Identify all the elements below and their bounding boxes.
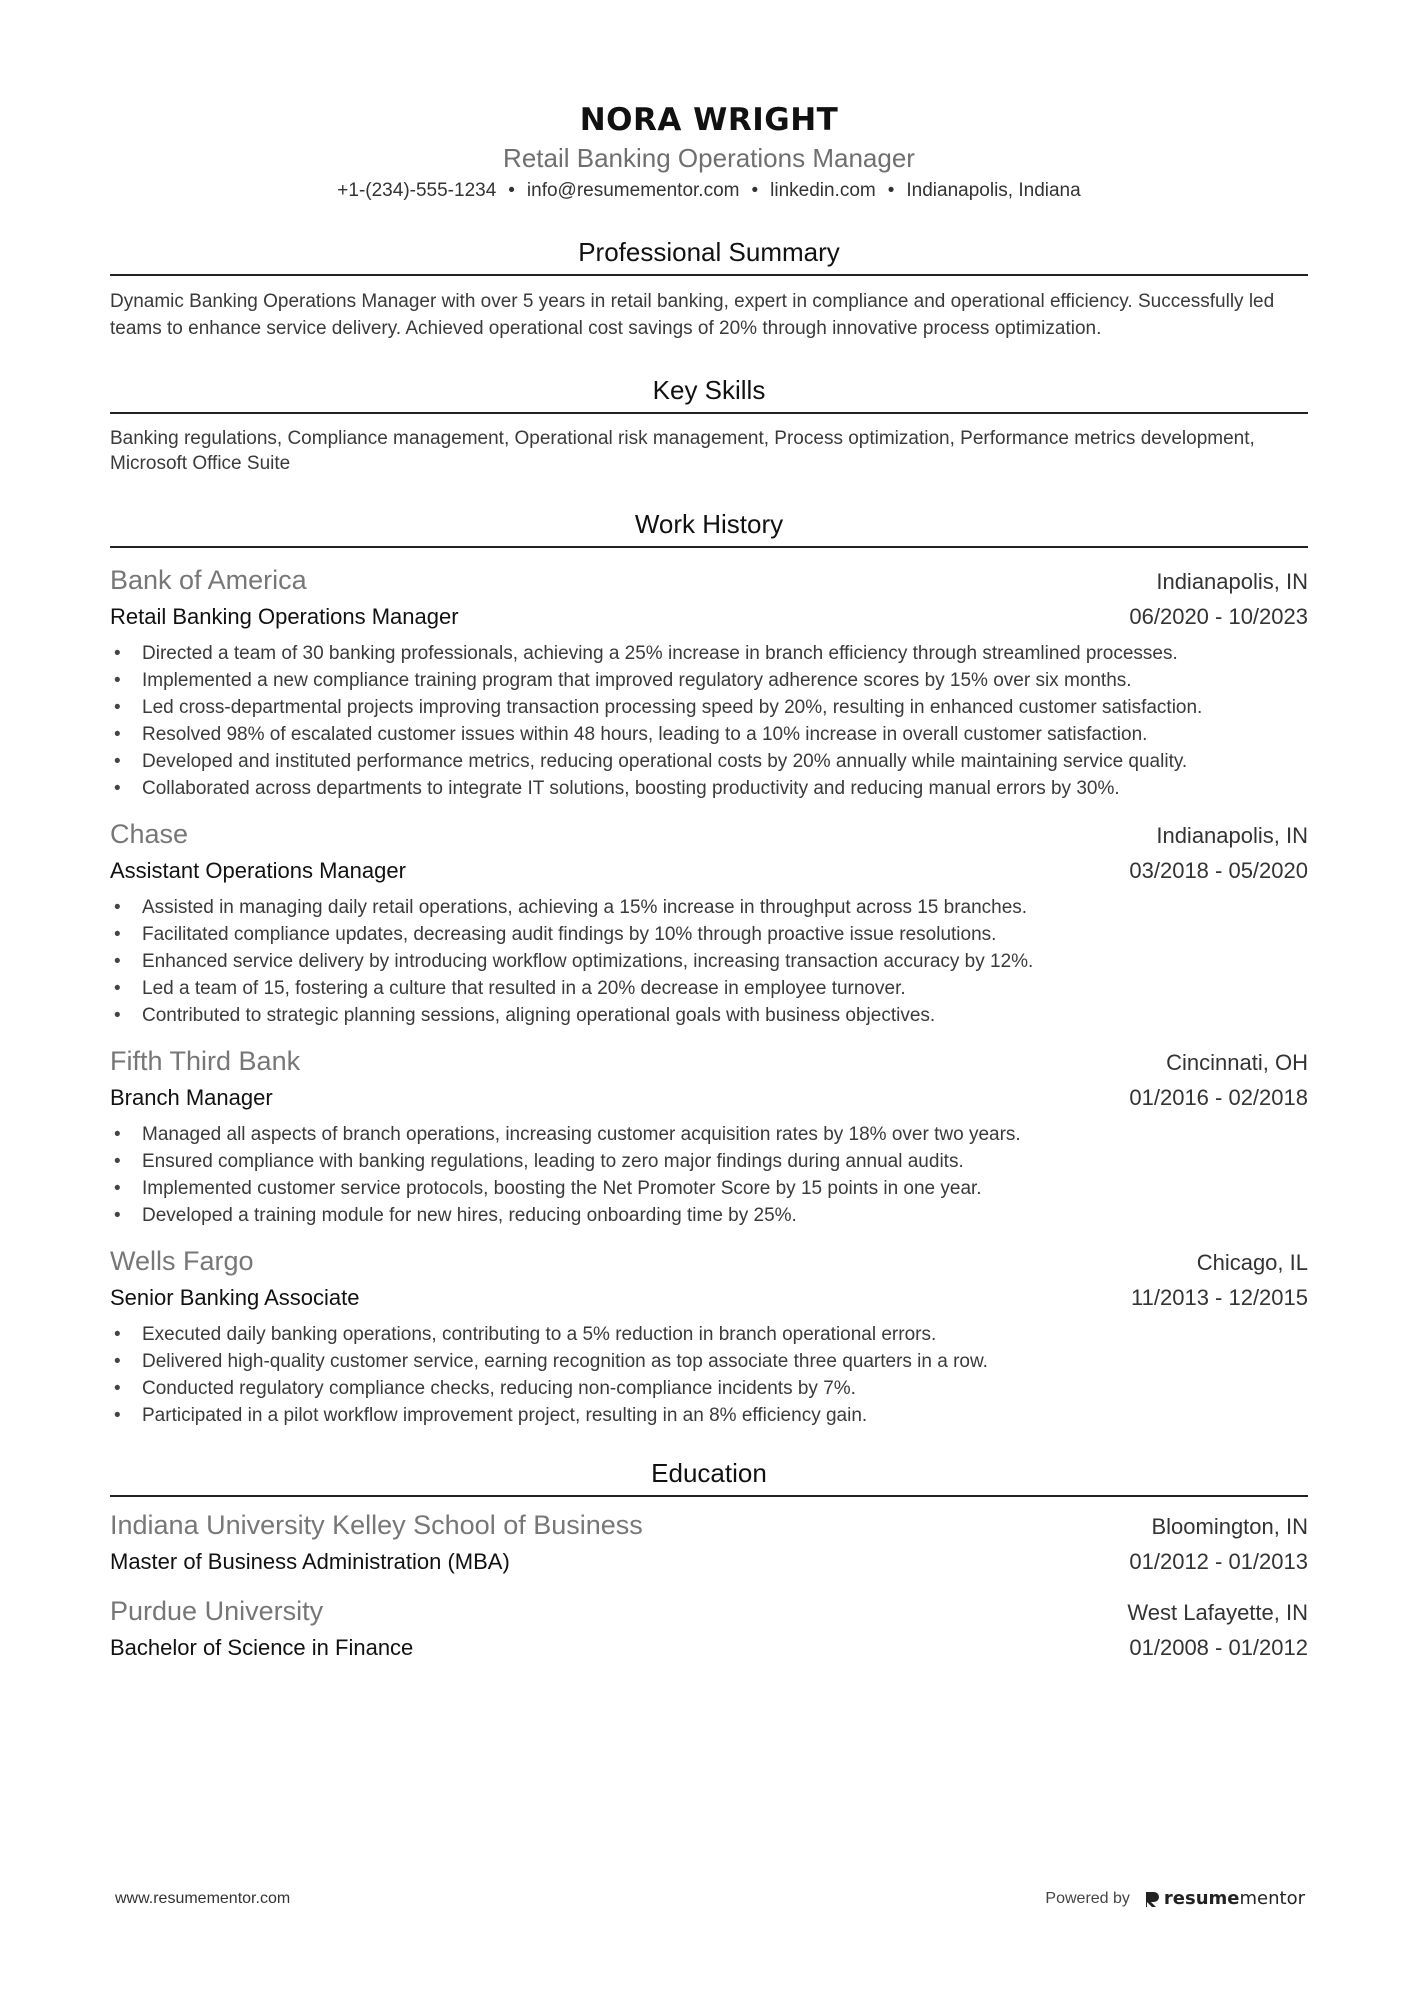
school-name: Indiana University Kelley School of Business <box>110 1510 643 1540</box>
candidate-name: NORA WRIGHT <box>579 102 839 138</box>
job-bullets <box>110 640 1308 802</box>
job-bullet: • Contributed to strategic planning sessions, aligning operational goals with business objectives. <box>110 1002 1308 1029</box>
job-bullet: • Developed and instituted performance metrics, reducing operational costs by 20% annually while maintaining service quality. <box>110 748 1308 775</box>
job-bullet: • Facilitated compliance updates, decreasing audit findings by 10% through proactive issue resolutions. <box>110 921 1308 948</box>
education-dates: 01/2008 - 01/2012 <box>1129 1635 1308 1660</box>
powered-by-label: Powered by <box>1045 1889 1130 1907</box>
education-entry <box>110 1593 1308 1665</box>
job-bullet: • Implemented a new compliance training program that improved regulatory adherence scores by 15% over six months. <box>110 667 1308 694</box>
job-bullet: • Managed all aspects of branch operations, increasing customer acquisition rates by 18% over two years. <box>110 1121 1308 1148</box>
job-title: Assistant Operations Manager <box>110 858 406 883</box>
work-history-section <box>110 506 1308 1429</box>
education-section <box>110 1455 1308 1665</box>
skills-section <box>110 372 1308 476</box>
job-bullets <box>110 1321 1308 1429</box>
page-footer <box>115 1888 1305 1909</box>
skills-text: Banking regulations, Compliance management, Operational risk management, Process optimization, Performance metrics development, Microsoft Office Suite <box>110 428 1255 474</box>
resume-page <box>110 100 1308 1665</box>
brand-logo[interactable] <box>1144 1888 1305 1909</box>
job-bullet: • Delivered high-quality customer service, earning recognition as top associate three quarters in a row. <box>110 1348 1308 1375</box>
contact-line <box>110 176 1308 206</box>
job-bullet: • Directed a team of 30 banking professionals, achieving a 25% increase in branch efficiency through streamlined processes. <box>110 640 1308 667</box>
brand-bold: resume <box>1163 1888 1240 1909</box>
education-dates: 01/2012 - 01/2013 <box>1129 1549 1308 1574</box>
job-location: Indianapolis, IN <box>1156 823 1308 848</box>
job-bullet: • Participated in a pilot workflow improvement project, resulting in an 8% efficiency gain. <box>110 1402 1308 1429</box>
candidate-role: Retail Banking Operations Manager <box>503 143 915 173</box>
footer-url[interactable]: www.resumementor.com <box>115 1889 291 1907</box>
job-dates: 01/2016 - 02/2018 <box>1129 1085 1308 1110</box>
job-bullets <box>110 894 1308 1029</box>
job-dates: 11/2013 - 12/2015 <box>1131 1285 1308 1310</box>
brand-rest: mentor <box>1239 1888 1305 1909</box>
school-location: West Lafayette, IN <box>1127 1600 1308 1625</box>
job-dates: 03/2018 - 05/2020 <box>1129 858 1308 883</box>
summary-title: Professional Summary <box>110 234 1308 276</box>
job-title: Branch Manager <box>110 1085 273 1110</box>
job-title: Retail Banking Operations Manager <box>110 604 459 629</box>
job-bullet: • Led a team of 15, fostering a culture that resulted in a 20% decrease in employee turnover. <box>110 975 1308 1002</box>
job-company: Bank of America <box>110 565 307 595</box>
job-bullet: • Led cross-departmental projects improving transaction processing speed by 20%, resulting in enhanced customer satisfaction. <box>110 694 1308 721</box>
degree-name: Master of Business Administration (MBA) <box>110 1549 510 1574</box>
school-location: Bloomington, IN <box>1151 1514 1308 1539</box>
powered-by <box>1045 1888 1305 1909</box>
separator-dot: • <box>887 180 895 201</box>
job-entry <box>110 1243 1308 1429</box>
job-location: Chicago, IL <box>1196 1250 1308 1275</box>
job-company: Chase <box>110 819 189 849</box>
job-bullet: • Assisted in managing daily retail operations, achieving a 15% increase in throughput across 15 branches. <box>110 894 1308 921</box>
job-bullet: • Resolved 98% of escalated customer issues within 48 hours, leading to a 10% increase in overall customer satisfaction. <box>110 721 1308 748</box>
education-title: Education <box>110 1455 1308 1497</box>
job-location: Cincinnati, OH <box>1166 1050 1308 1075</box>
job-bullet: • Implemented customer service protocols, boosting the Net Promoter Score by 15 points in one year. <box>110 1175 1308 1202</box>
job-bullet: • Ensured compliance with banking regulations, leading to zero major findings during annual audits. <box>110 1148 1308 1175</box>
work-history-title: Work History <box>110 506 1308 548</box>
job-location: Indianapolis, IN <box>1156 569 1308 594</box>
resume-header <box>110 100 1308 206</box>
job-entry <box>110 562 1308 802</box>
job-entry <box>110 1043 1308 1229</box>
job-title: Senior Banking Associate <box>110 1285 360 1310</box>
resumementor-logo-icon <box>1144 1890 1160 1908</box>
separator-dot: • <box>508 180 515 201</box>
contact-location: Indianapolis, Indiana <box>906 180 1081 201</box>
summary-section <box>110 234 1308 342</box>
job-bullets <box>110 1121 1308 1229</box>
job-entry <box>110 816 1308 1029</box>
job-bullet: • Developed a training module for new hires, reducing onboarding time by 25%. <box>110 1202 1308 1229</box>
summary-text: Dynamic Banking Operations Manager with over 5 years in retail banking, expert in compliance and operational efficiency. Successfully led teams to enhance service delivery. Achieved operational cost savings of 20% through innovative process optimization. <box>110 291 1275 339</box>
job-bullet: • Conducted regulatory compliance checks, reducing non-compliance incidents by 7%. <box>110 1375 1308 1402</box>
degree-name: Bachelor of Science in Finance <box>110 1635 414 1660</box>
separator-dot: • <box>751 180 759 201</box>
contact-phone: +1-(234)-555-1234 <box>337 180 497 201</box>
job-bullet: • Collaborated across departments to integrate IT solutions, boosting productivity and reducing manual errors by 30%. <box>110 775 1308 802</box>
school-name: Purdue University <box>110 1596 324 1626</box>
job-bullet: • Enhanced service delivery by introducing workflow optimizations, increasing transaction accuracy by 12%. <box>110 948 1308 975</box>
contact-email[interactable]: info@resumementor.com <box>526 180 740 201</box>
job-company: Fifth Third Bank <box>110 1046 301 1076</box>
job-bullet: • Executed daily banking operations, contributing to a 5% reduction in branch operational errors. <box>110 1321 1308 1348</box>
skills-title: Key Skills <box>110 372 1308 414</box>
job-dates: 06/2020 - 10/2023 <box>1129 604 1308 629</box>
contact-linkedin[interactable]: linkedin.com <box>770 180 876 201</box>
education-entry <box>110 1507 1308 1579</box>
job-company: Wells Fargo <box>110 1246 254 1276</box>
